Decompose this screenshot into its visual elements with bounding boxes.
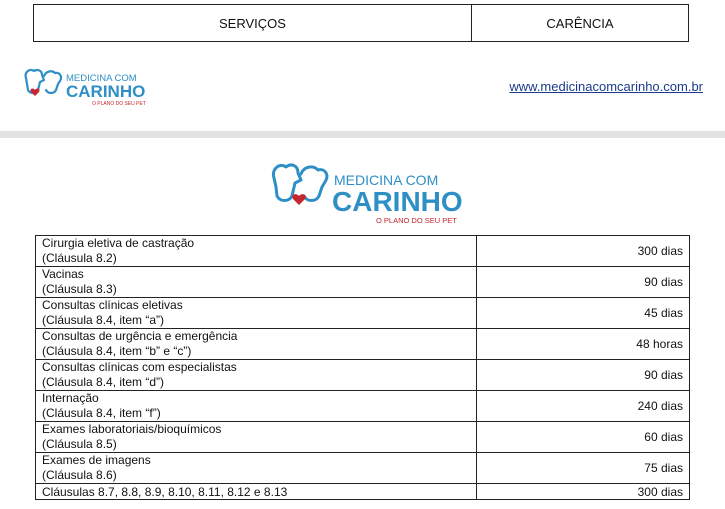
service-name: Vacinas (42, 267, 84, 281)
service-clause: (Cláusula 8.4, item “d”) (42, 375, 165, 389)
service-clause: (Cláusula 8.4, item “a”) (42, 313, 165, 327)
grace-period-table (35, 235, 690, 500)
logo-big-tagline: O PLANO DO SEU PET (376, 216, 457, 225)
medicina-com-carinho-logo-small (22, 64, 162, 110)
grace-cell: 240 dias (477, 391, 690, 422)
header-services: SERVIÇOS (34, 5, 472, 41)
service-name: Cirurgia eletiva de castração (42, 236, 195, 250)
table-row (36, 329, 690, 360)
service-name: Exames de imagens (42, 453, 151, 467)
service-cell (36, 453, 477, 484)
header-table (33, 4, 689, 42)
table-row (36, 391, 690, 422)
table-row (36, 267, 690, 298)
service-cell (36, 267, 477, 298)
grace-cell: 60 dias (477, 422, 690, 453)
logo-big-line1: MEDICINA COM (334, 172, 439, 188)
grace-cell: 75 dias (477, 453, 690, 484)
table-row (36, 484, 690, 500)
service-clause: (Cláusula 8.3) (42, 282, 117, 296)
service-clause: (Cláusula 8.2) (42, 251, 117, 265)
table-row (36, 422, 690, 453)
service-cell (36, 329, 477, 360)
service-cell (36, 391, 477, 422)
table-row (36, 360, 690, 391)
service-cell (36, 236, 477, 267)
grace-cell: 90 dias (477, 360, 690, 391)
table-row (36, 236, 690, 267)
service-clause: (Cláusula 8.5) (42, 437, 117, 451)
grace-cell: 48 horas (477, 329, 690, 360)
grace-cell: 300 dias (477, 484, 690, 500)
service-name: Consultas de urgência e emergência (42, 329, 238, 343)
service-name: Exames laboratoriais/bioquímicos (42, 422, 222, 436)
service-clause: (Cláusula 8.4, item “b” e “c”) (42, 344, 192, 358)
logo-line1: MEDICINA COM (66, 73, 137, 84)
service-name: Consultas clínicas com especialistas (42, 360, 237, 374)
logo-tagline: O PLANO DO SEU PET (92, 101, 146, 107)
website-link[interactable]: www.medicinacomcarinho.com.br (509, 79, 703, 94)
service-cell: Cláusulas 8.7, 8.8, 8.9, 8.10, 8.11, 8.12 e 8.13 (36, 484, 477, 500)
service-clause: (Cláusula 8.6) (42, 468, 117, 482)
service-clause: (Cláusula 8.4, item “f”) (42, 406, 161, 420)
service-name: Internação (42, 391, 99, 405)
service-cell (36, 298, 477, 329)
table-row (36, 453, 690, 484)
logo-big-line2: CARINHO (332, 186, 463, 217)
grace-cell: 45 dias (477, 298, 690, 329)
header-grace-period: CARÊNCIA (546, 15, 614, 31)
page-divider (0, 131, 725, 138)
medicina-com-carinho-logo (268, 156, 464, 228)
service-name: Consultas clínicas eletivas (42, 298, 183, 312)
grace-cell: 300 dias (477, 236, 690, 267)
grace-cell: 90 dias (477, 267, 690, 298)
logo-line2: CARINHO (66, 82, 146, 101)
table-row (36, 298, 690, 329)
service-cell (36, 360, 477, 391)
service-cell (36, 422, 477, 453)
